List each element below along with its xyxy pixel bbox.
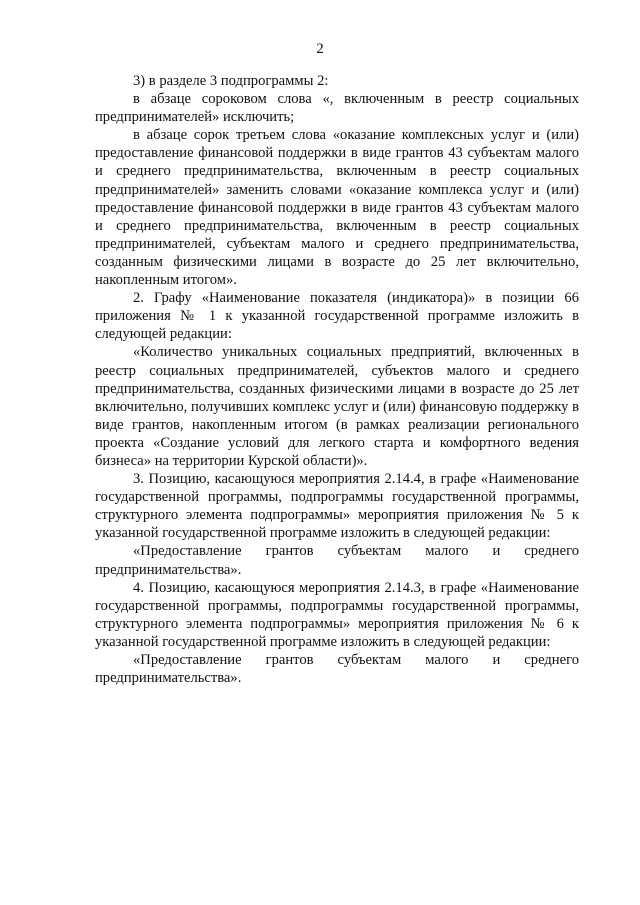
paragraph-fortieth-abzac: в абзаце сороковом слова «, включенным в реестр социальных предпринимателей» исключить; <box>95 91 579 126</box>
paragraph-item-4: 4. Позицию, касающуюся мероприятия 2.14.3, в графе «Наименование государственной программы, подпрограммы государственной программы, структурного элемента подпрограммы» мероприятия приложения № 6 к указанной государственной программе изложить в следующей редакции: <box>95 579 579 650</box>
paragraph-item-3: 3. Позицию, касающуюся мероприятия 2.14.4, в графе «Наименование государственной программы, подпрограммы государственной программы, структурного элемента подпрограммы» мероприятия приложения № 5 к указанной государственной программе изложить в следующей редакции: <box>95 471 579 542</box>
paragraph-item-2: 2. Графу «Наименование показателя (индикатора)» в позиции 66 приложения № 1 к указанной государственной программе изложить в следующей редакции: <box>95 290 579 343</box>
paragraph-section-3-heading: 3) в разделе 3 подпрограммы 2: <box>133 73 329 89</box>
paragraph-indicator-quote: «Количество уникальных социальных предприятий, включенных в реестр социальных предпринимателей, субъектов малого и среднего предпринимательства, созданных физическими лицами в возрасте до 25 лет включительно, получивших комплекс услуг и (или) финансовую поддержку в виде грантов, накопленным итогом (в рамках реализации регионального проекта «Создание условий для легкого старта и комфортного ведения бизнеса» на территории Курской области)». <box>95 344 579 469</box>
page-number: 2 <box>316 41 324 57</box>
paragraph-item-4-quote: «Предоставление грантов субъектам малого и среднего предпринимательства». <box>95 652 579 687</box>
document-body <box>95 72 579 687</box>
paragraph-forty-third-abzac: в абзаце сорок третьем слова «оказание комплексных услуг и (или) предоставление финансовой поддержки в виде грантов 43 субъектам малого и среднего предпринимательства, включенным в реестр социальных предпринимателей» заменить словами «оказание комплекса услуг и (или) предоставление финансовой поддержки в виде грантов 43 субъектам малого и среднего предпринимательства, включенным в реестр социальных предпринимателей, субъектам малого и среднего предпринимательства, созданным физическими лицами в возрасте до 25 лет включительно, накопленным итогом». <box>95 127 579 289</box>
paragraph-item-3-quote: «Предоставление грантов субъектам малого и среднего предпринимательства». <box>95 543 579 578</box>
